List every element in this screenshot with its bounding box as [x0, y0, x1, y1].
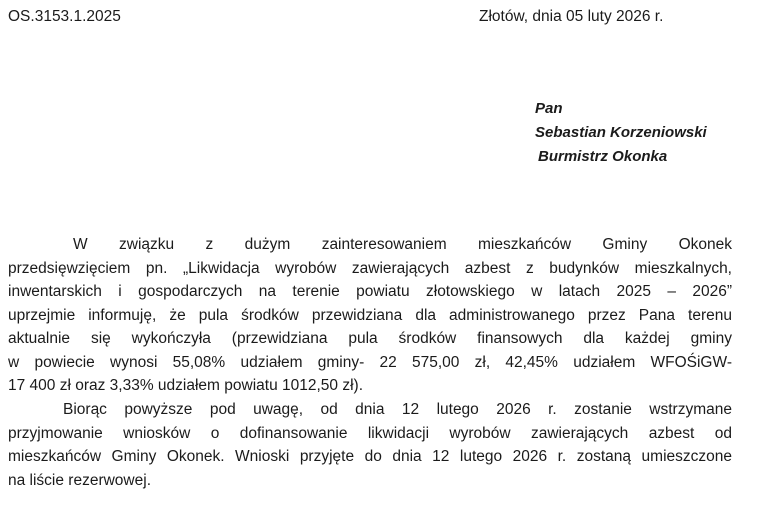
paragraph-line: mieszkańców Gminy Okonek. Wnioski przyjęte do dnia 12 lutego 2026 r. zostaną umieszczone [8, 448, 732, 465]
paragraph-line: na liście rezerwowej. [8, 471, 151, 489]
paragraph-line: przyjmowanie wniosków o dofinansowanie likwidacji wyrobów zawierających azbest od [8, 424, 732, 442]
reference-number: OS.3153.1.2025 [8, 8, 121, 25]
paragraph-line: inwentarskich i gospodarczych na terenie powiatu złotowskiego w latach 2025 – 2026” [8, 283, 732, 300]
paragraph-line: 17 400 zł oraz 3,33% udziałem powiatu 1012,50 zł). [8, 377, 363, 394]
body-paragraph-1 [8, 233, 732, 398]
recipient-block [535, 97, 707, 169]
paragraph-line: uprzejmie informuję, że pula środków przewidziana dla administrowanego przez Pana terenu [8, 306, 732, 324]
paragraph-line: przedsięwzięciem pn. „Likwidacja wyrobów zawierających azbest z budynków mieszkalnych, [8, 259, 732, 277]
paragraph-line: aktualnie się wykończyła (przewidziana pula środków finansowych dla każdej gminy [8, 330, 732, 347]
paragraph-line: Biorąc powyższe pod uwagę, od dnia 12 lutego 2026 r. zostanie wstrzymane [63, 401, 732, 418]
body-paragraph-2 [8, 398, 732, 492]
paragraph-line: w powiecie wynosi 55,08% udziałem gminy- 22 575,00 zł, 42,45% udziałem WFOŚiGW- [8, 353, 732, 371]
paragraph-line: W związku z dużym zainteresowaniem mieszkańców Gminy Okonek [73, 236, 732, 253]
recipient-title: Burmistrz Okonka [538, 148, 668, 165]
recipient-salutation: Pan [535, 100, 563, 117]
recipient-name: Sebastian Korzeniowski [535, 124, 707, 141]
place-and-date: Złotów, dnia 05 luty 2026 r. [479, 8, 664, 25]
